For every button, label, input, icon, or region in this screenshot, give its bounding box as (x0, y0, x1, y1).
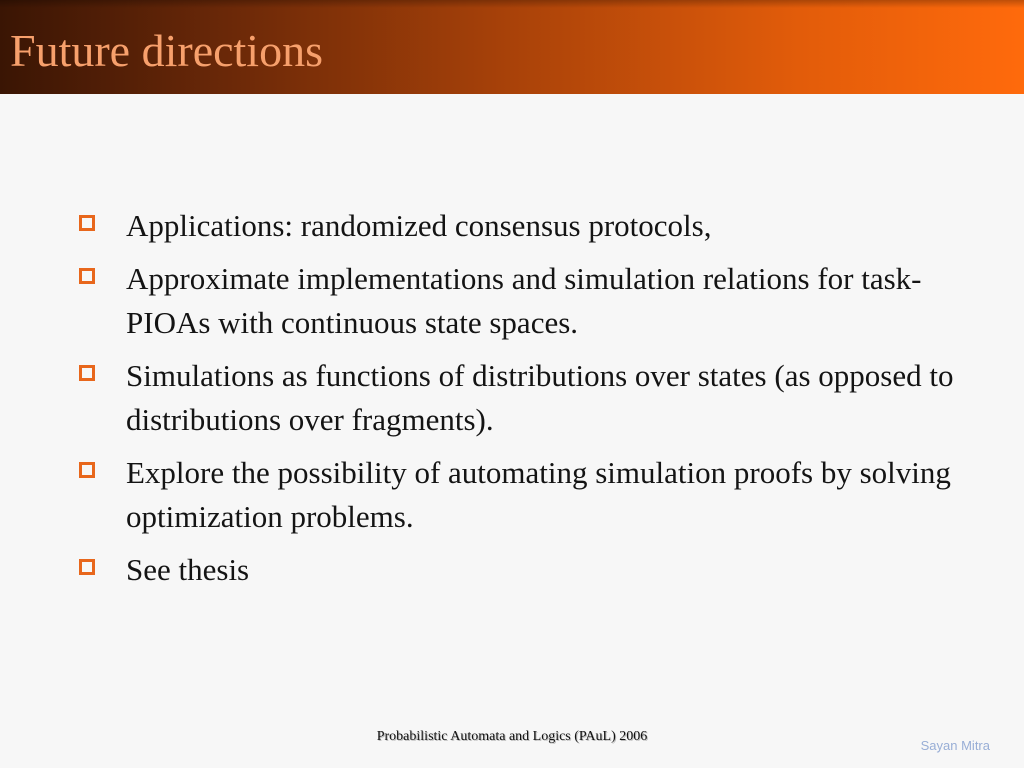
bullet-item (76, 548, 966, 592)
hollow-square-bullet-icon (79, 462, 95, 478)
bullet-text: Simulations as functions of distributions over states (as opposed to distributions over fragments). (126, 358, 954, 437)
hollow-square-bullet-icon (79, 215, 95, 231)
title-bar-shade (0, 0, 1024, 8)
bullet-text: See thesis (126, 552, 250, 587)
bullet-item (76, 257, 966, 345)
bullet-text: Explore the possibility of automating simulation proofs by solving optimization problems. (126, 455, 951, 534)
footer-conference: Probabilistic Automata and Logics (PAuL) 2006 (376, 729, 648, 744)
bullet-item (76, 451, 966, 539)
footer-author: Sayan Mitra (920, 738, 990, 753)
slide-title: Future directions (10, 25, 323, 76)
bullet-item (76, 204, 966, 248)
bullet-list (76, 204, 966, 601)
bullet-text: Applications: randomized consensus protocols, (126, 208, 712, 243)
hollow-square-bullet-icon (79, 365, 95, 381)
hollow-square-bullet-icon (79, 559, 95, 575)
bullet-text: Approximate implementations and simulation relations for task-PIOAs with continuous state spaces. (126, 261, 922, 340)
bullet-item (76, 354, 966, 442)
hollow-square-bullet-icon (79, 268, 95, 284)
title-bar (0, 0, 1024, 94)
